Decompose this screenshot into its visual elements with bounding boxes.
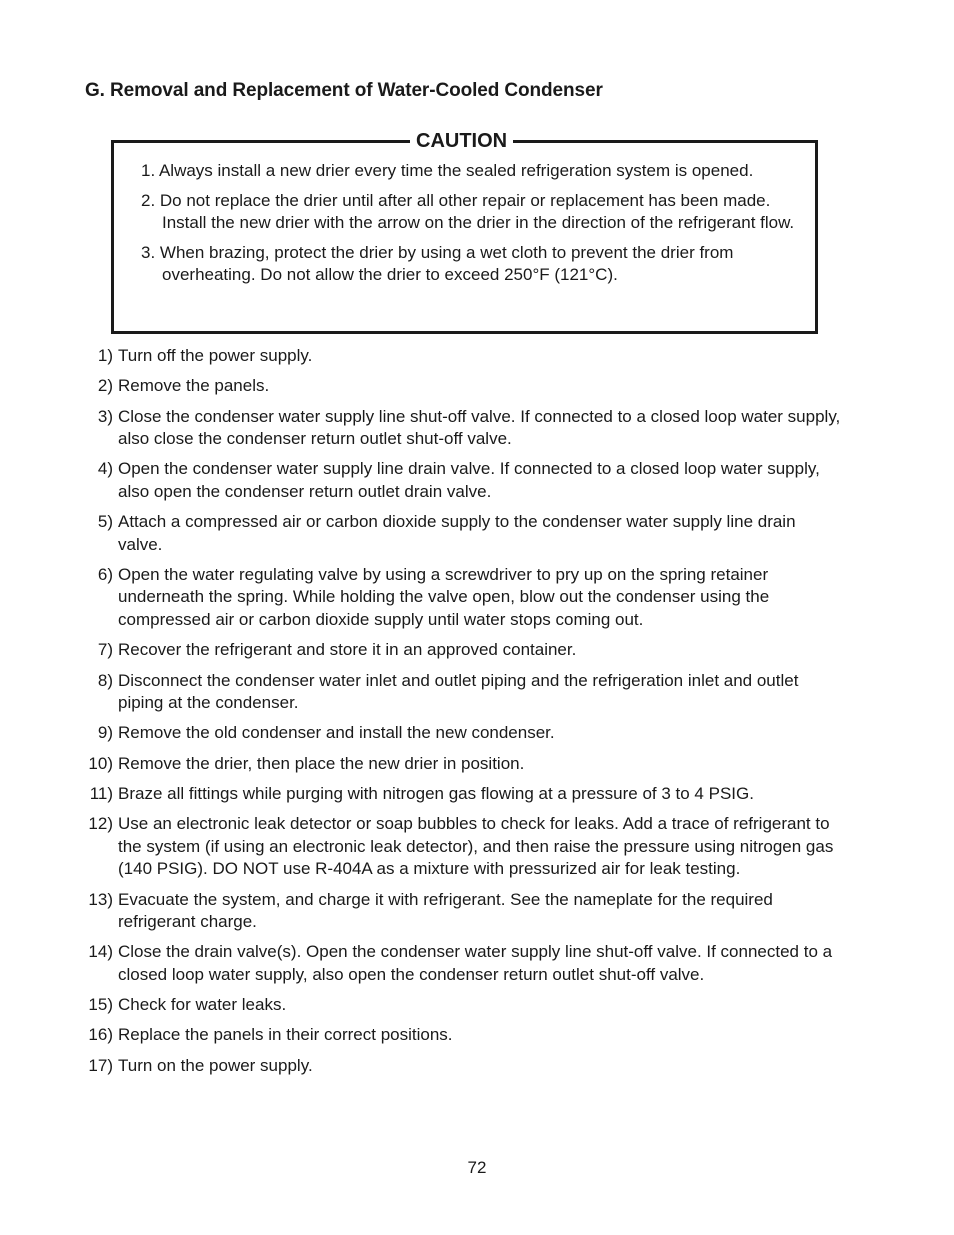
step-number: 11) [89,783,113,803]
procedure-step [84,994,844,1017]
procedure-step [84,889,844,934]
step-text: Open the condenser water supply line drain valve. If connected to a closed loop water supply, also open the condenser return outlet drain valve. [118,459,820,501]
procedure-step [84,813,844,881]
step-number: 14) [88,942,113,962]
procedure-step [84,345,844,368]
step-number: 7) [97,640,113,660]
procedure-step [84,722,844,745]
procedure-step [84,753,844,776]
step-number: 17) [88,1055,113,1075]
step-text: Remove the panels. [118,376,270,396]
step-text: Disconnect the condenser water inlet and outlet piping and the refrigeration inlet and outlet piping at the condenser. [118,670,799,713]
step-text: Close the condenser water supply line shut-off valve. If connected to a closed loop water supply, also close the condenser return outlet shut-off valve. [118,406,841,449]
step-text: Open the water regulating valve by using a screwdriver to pry up on the spring retainer underneath the spring. While holding the valve open, blow out the condenser using the compressed air or carbon dioxide supply until water stops coming out. [118,564,770,629]
step-number: 9) [97,723,113,743]
step-number: 16) [88,1025,113,1045]
caution-item: 2. Do not replace the drier until after all other repair or replacement has been made. Install the new drier with the arrow on the drier in the direction of the refrigerant flow. [141,190,795,232]
procedure-step [84,941,844,986]
step-text: Remove the old condenser and install the new condenser. [118,723,555,743]
caution-heading: CAUTION [410,129,513,153]
step-number: 6) [97,564,113,584]
procedure-steps [84,345,844,1085]
step-text: Turn off the power supply. [118,346,313,365]
step-number: 8) [97,670,113,690]
step-text: Use an electronic leak detector or soap bubbles to check for leaks. Add a trace of refrigerant to the system (if using an electronic leak detector), and then raise the pressure using nitrogen gas (140 PSIG). DO NOT use R-404A as a mixture with pressurized air for leak testing. [118,814,834,879]
step-number: 5) [97,512,113,532]
step-number: 13) [88,889,113,909]
procedure-step [84,639,844,662]
step-text: Braze all fittings while purging with nitrogen gas flowing at a pressure of 3 to 4 PSIG. [118,783,754,803]
step-number: 4) [97,459,113,479]
page-number: 72 [467,1158,487,1177]
step-number: 12) [88,814,113,834]
step-text: Attach a compressed air or carbon dioxide supply to the condenser water supply line drain valve. [118,512,796,554]
step-text: Recover the refrigerant and store it in an approved container. [118,640,577,660]
caution-box [111,130,818,334]
procedure-step [84,1024,844,1047]
procedure-step [84,564,844,632]
step-text: Replace the panels in their correct positions. [118,1025,453,1045]
caution-item: 3. When brazing, protect the drier by using a wet cloth to prevent the drier from overheating. Do not allow the drier to exceed 250°F (121°C). [141,242,734,284]
step-text: Evacuate the system, and charge it with refrigerant. See the nameplate for the required refrigerant charge. [118,889,773,932]
procedure-step [84,406,844,451]
procedure-step [84,375,844,398]
step-number: 2) [97,376,113,396]
step-number: 1) [97,346,113,365]
section-title: G. Removal and Replacement of Water-Cooled Condenser [85,80,603,101]
procedure-step [84,783,844,806]
procedure-step [84,511,844,556]
step-text: Close the drain valve(s). Open the condenser water supply line shut-off valve. If connected to a closed loop water supply, also open the condenser return outlet shut-off valve. [118,942,833,984]
step-text: Remove the drier, then place the new drier in position. [118,753,525,773]
procedure-step [84,670,844,715]
caution-list [141,160,801,294]
step-text: Turn on the power supply. [118,1055,313,1075]
step-number: 3) [97,406,113,426]
procedure-step [84,1055,844,1078]
step-number: 10) [88,753,113,773]
caution-item: 1. Always install a new drier every time the sealed refrigeration system is opened. [141,161,754,180]
procedure-step [84,458,844,503]
step-number: 15) [88,995,113,1015]
step-text: Check for water leaks. [118,995,287,1015]
